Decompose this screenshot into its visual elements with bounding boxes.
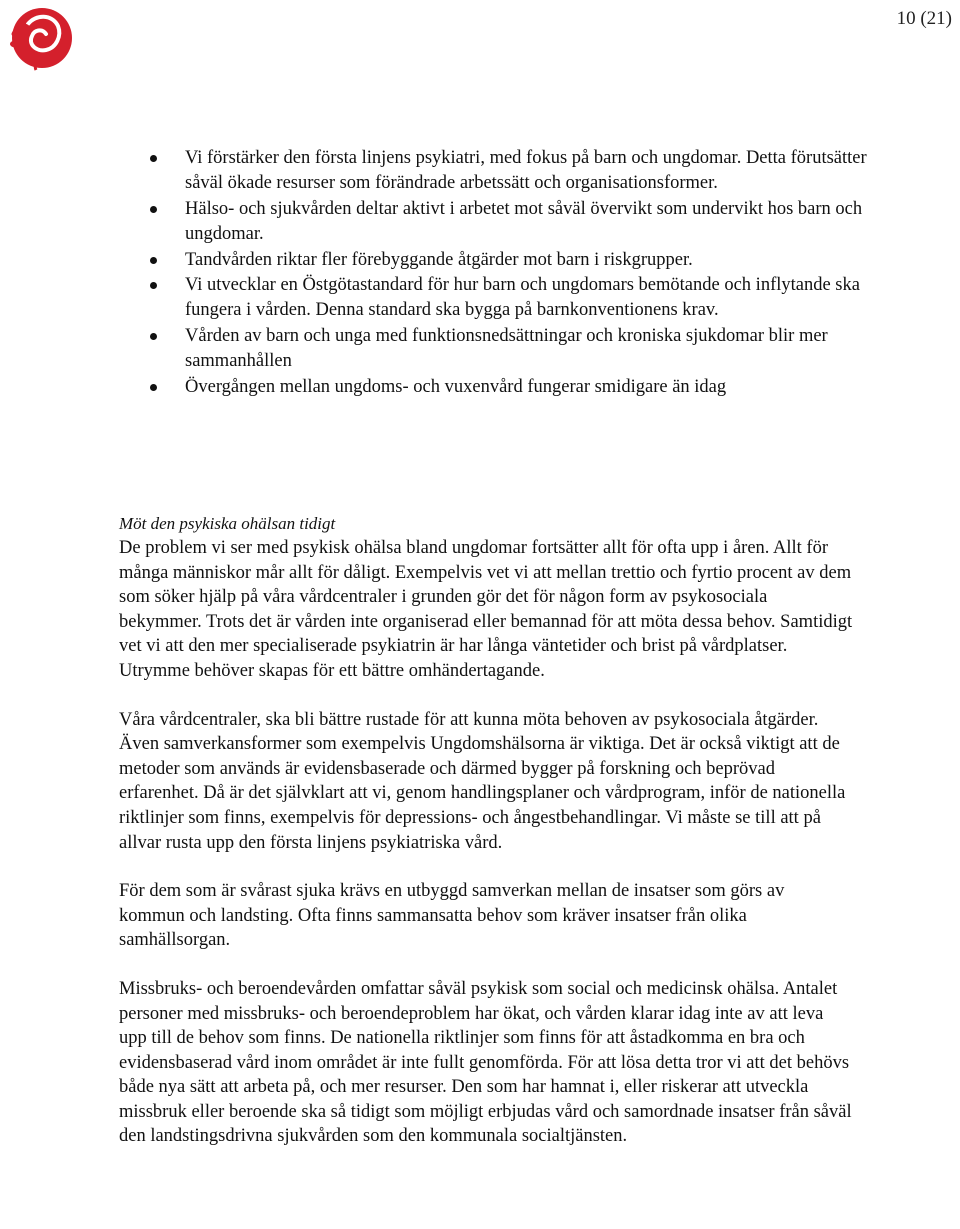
list-item bbox=[150, 324, 870, 375]
list-item-text: Vården av barn och unga med funktionsnedsättningar och kroniska sjukdomar blir mer sammanhållen bbox=[185, 325, 828, 372]
list-item bbox=[150, 273, 870, 324]
list-item bbox=[150, 197, 870, 248]
list-item-text: Hälso- och sjukvården deltar aktivt i arbetet mot såväl övervikt som undervikt hos barn och ungdomar. bbox=[185, 198, 863, 245]
section-psykisk-ohalsa bbox=[119, 512, 854, 1173]
list-item bbox=[150, 146, 870, 197]
section-heading: Möt den psykiska ohälsan tidigt bbox=[119, 514, 336, 533]
list-item-text: Övergången mellan ungdoms- och vuxenvård fungerar smidigare än idag bbox=[185, 376, 727, 397]
bullet-icon bbox=[150, 206, 157, 213]
bullet-icon bbox=[150, 155, 157, 162]
list-item bbox=[150, 375, 870, 400]
list-item-text: Vi förstärker den första linjens psykiatri, med fokus på barn och ungdomar. Detta förutsätter såväl ökade resurser som förändrade arbetssätt och organisationsformer. bbox=[185, 148, 867, 194]
list-item bbox=[150, 248, 870, 273]
paragraph: För dem som är svårast sjuka krävs en utbyggd samverkan mellan de insatser som görs av kommun och landsting. Ofta finns sammansatta behov som kräver insatser från olika samhällsorgan. bbox=[119, 881, 785, 951]
paragraph: De problem vi ser med psykisk ohälsa bland ungdomar fortsätter allt för ofta upp i åren. Allt för många människor mår allt för dåligt. Exempelvis vet vi att mellan trettio och fyrtio procent av dem som söker hjälp på våra vårdcentraler i grunden gör det för någon form av psykosociala bekymmer. Trots det är vården inte organiserad eller bemannad för att möta dessa behov. Samtidigt vet vi att den mer specialiserade psykiatrin är har långa väntetider och brist på vårdplatser. Utrymme behöver skapas för ett bättre omhändertagande. bbox=[119, 538, 853, 681]
list-item-text: Vi utvecklar en Östgötastandard för hur barn och ungdomars bemötande och inflytande ska fungera i vården. Denna standard ska bygga på barnkonventionens krav. bbox=[185, 275, 860, 321]
list-item-text: Tandvården riktar fler förebyggande åtgärder mot barn i riskgrupper. bbox=[185, 249, 693, 270]
bullet-list bbox=[150, 146, 870, 400]
bullet-icon bbox=[150, 384, 157, 391]
bullet-icon bbox=[150, 333, 157, 340]
rose-logo-icon bbox=[6, 4, 74, 72]
bullet-icon bbox=[150, 257, 157, 264]
paragraph: Missbruks- och beroendevården omfattar såväl psykisk som social och medicinsk ohälsa. Antalet personer med missbruks- och beroendeproblem har ökat, och vården klarar idag inte av att leva upp till de behov som finns. De nationella riktlinjer som finns för att åstadkomma en bra och evidensbaserad vård inom området är inte fullt genomförda. För att lösa detta tror vi att det behövs både nya sätt att arbeta på, och mer resurser. Den som har hamnat i, eller riskerar att utveckla missbruk eller beroende ska så tidigt som möjligt erbjudas vård och samordnade insatser från såväl den landstingsdrivna sjukvården som den kommunala socialtjänsten. bbox=[119, 978, 852, 1147]
page-number: 10 (21) bbox=[896, 8, 952, 29]
bullet-icon bbox=[150, 282, 157, 289]
paragraph: Våra vårdcentraler, ska bli bättre rustade för att kunna möta behoven av psykosociala åtgärder. Även samverkansformer som exempelvis Ungdomshälsorna är viktiga. Det är också viktigt att de metoder som används är evidensbaserade och därmed bygger på forskning och beprövad erfarenhet. Då är det självklart att vi, genom handlingsplaner och vårdprogram, inför de nationella riktlinjer som finns, exempelvis för depressions- och ångestbehandlingar. Vi måste se till att på allvar rusta upp den första linjens psykiatriska vård. bbox=[119, 709, 846, 853]
